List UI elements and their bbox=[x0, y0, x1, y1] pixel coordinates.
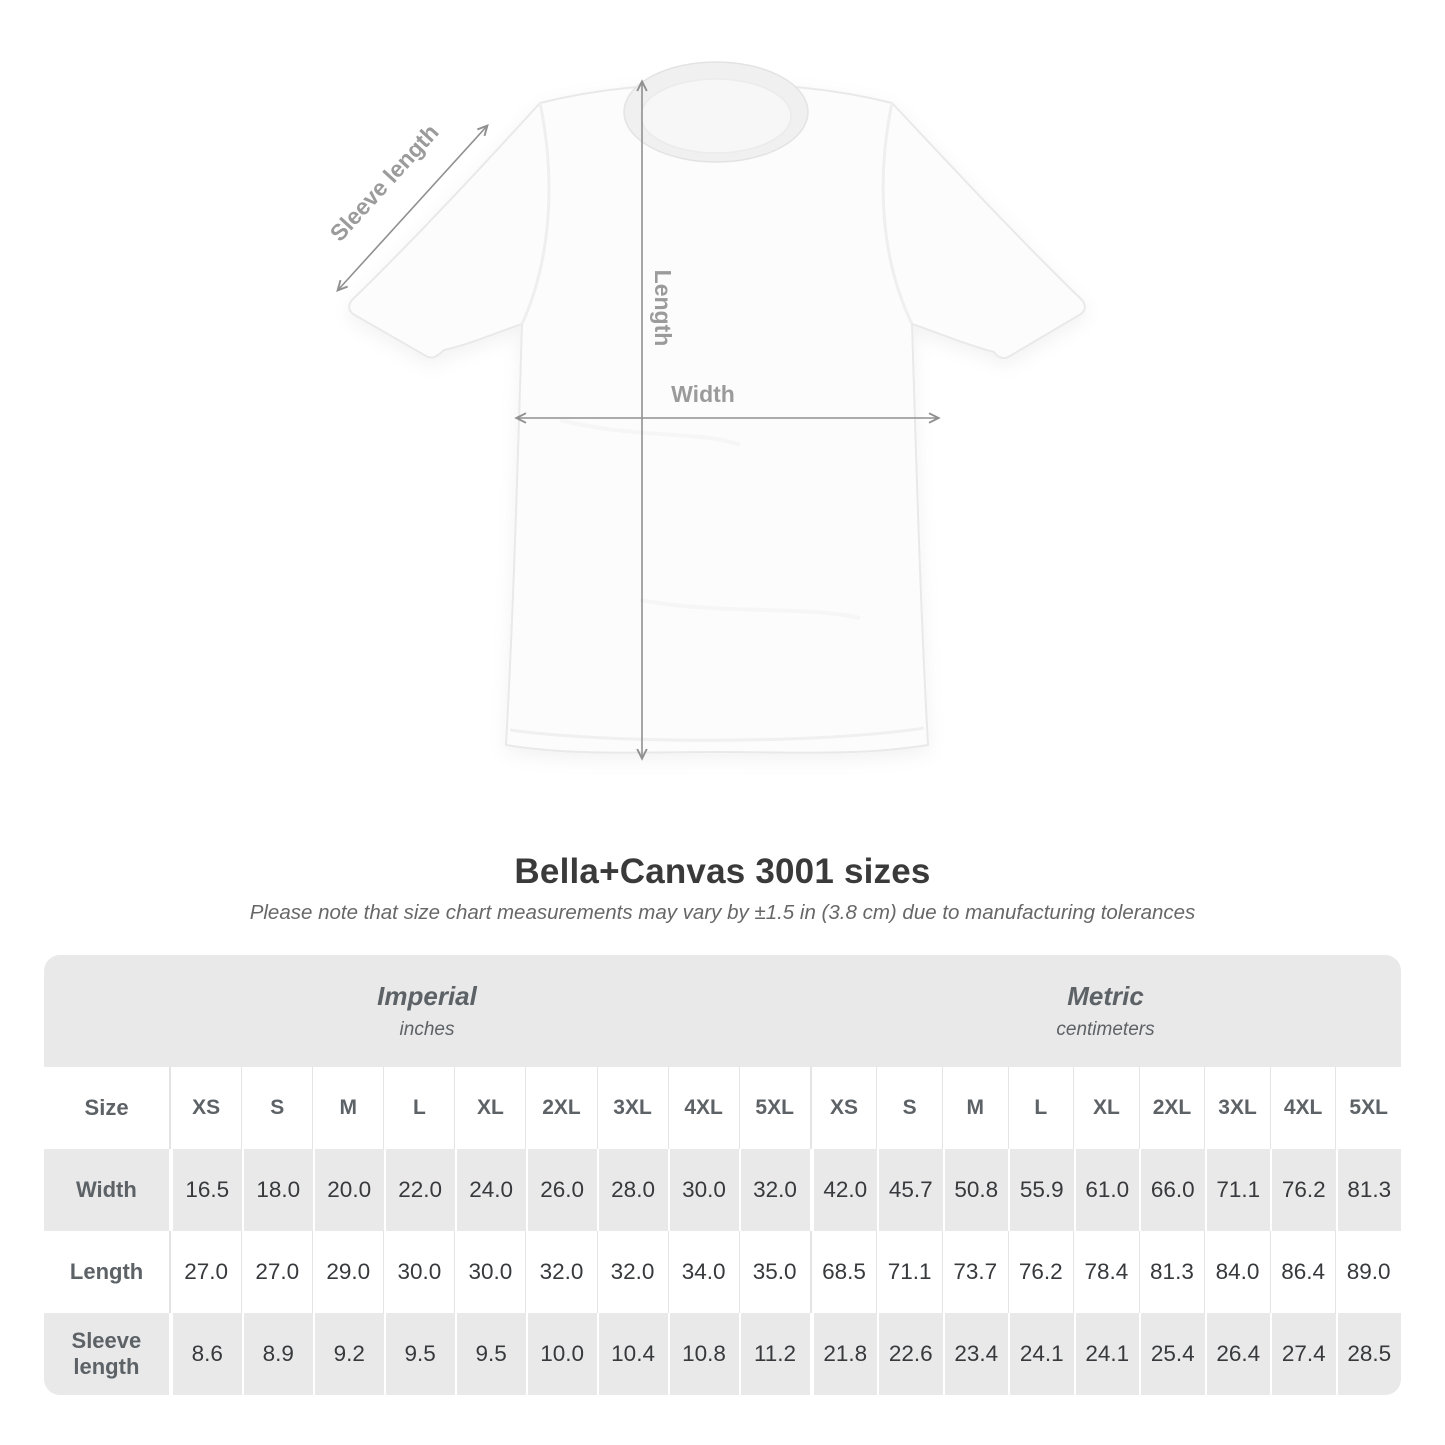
value-cell: 21.8 bbox=[823, 1341, 868, 1366]
size-header-cell: 4XL bbox=[668, 1067, 739, 1149]
value-cell: 71.1 bbox=[1205, 1149, 1271, 1231]
size-header-cell: M bbox=[312, 1067, 383, 1149]
value-cell: 35.0 bbox=[739, 1231, 810, 1313]
imperial-header bbox=[44, 955, 810, 1067]
value-cell: 10.4 bbox=[597, 1313, 668, 1395]
value-cell: 10.8 bbox=[668, 1313, 739, 1395]
value-cell: 26.4 bbox=[1205, 1313, 1271, 1395]
value-cell: 34.0 bbox=[668, 1231, 739, 1313]
value-cell: 55.9 bbox=[1008, 1149, 1074, 1231]
value-cell: 50.8 bbox=[943, 1149, 1009, 1231]
value-cell: 32.0 bbox=[739, 1149, 810, 1231]
metric-title: Metric bbox=[1067, 981, 1144, 1011]
row-label: Sleeve length bbox=[71, 1328, 142, 1379]
size-header-cell: 5XL bbox=[739, 1067, 810, 1149]
sleeve-metric-values bbox=[810, 1313, 1401, 1395]
value-cell: 81.3 bbox=[1336, 1149, 1402, 1231]
width-imperial-values bbox=[169, 1149, 810, 1231]
value-cell: 27.0 bbox=[184, 1259, 229, 1284]
value-cell: 71.1 bbox=[876, 1231, 942, 1313]
value-cell: 26.0 bbox=[526, 1149, 597, 1231]
value-cell: 27.4 bbox=[1270, 1313, 1336, 1395]
size-header-cell: M bbox=[942, 1067, 1008, 1149]
value-cell: 24.1 bbox=[1074, 1313, 1140, 1395]
size-header-cell: 5XL bbox=[1335, 1067, 1401, 1149]
size-header-cell: XL bbox=[454, 1067, 525, 1149]
value-cell: 8.9 bbox=[242, 1313, 313, 1395]
size-header-row bbox=[44, 1067, 1401, 1149]
size-table bbox=[44, 955, 1401, 1395]
size-header-cell: XL bbox=[1073, 1067, 1139, 1149]
value-cell: 73.7 bbox=[942, 1231, 1008, 1313]
width-metric-values bbox=[810, 1149, 1401, 1231]
imperial-unit: inches bbox=[399, 1019, 455, 1040]
size-header-cell: 3XL bbox=[1204, 1067, 1270, 1149]
length-imperial-values bbox=[169, 1231, 810, 1313]
value-cell: 61.0 bbox=[1074, 1149, 1140, 1231]
row-label: Length bbox=[69, 1259, 144, 1284]
size-header-cell: 2XL bbox=[525, 1067, 596, 1149]
value-cell: 78.4 bbox=[1073, 1231, 1139, 1313]
tolerance-note: Please note that size chart measurements may vary by ±1.5 in (3.8 cm) due to manufacturing tolerances bbox=[249, 901, 1196, 924]
size-header-cell: L bbox=[383, 1067, 454, 1149]
value-cell: 20.0 bbox=[313, 1149, 384, 1231]
sleeve-length-label: Sleeve length bbox=[324, 119, 444, 247]
value-cell: 45.7 bbox=[877, 1149, 943, 1231]
value-cell: 28.5 bbox=[1336, 1313, 1402, 1395]
value-cell: 42.0 bbox=[823, 1177, 868, 1202]
size-header-cell: 3XL bbox=[597, 1067, 668, 1149]
value-cell: 76.2 bbox=[1270, 1149, 1336, 1231]
length-label: Length bbox=[650, 269, 676, 347]
value-cell: 11.2 bbox=[739, 1313, 810, 1395]
size-header-cell: L bbox=[1008, 1067, 1074, 1149]
unit-header-band bbox=[44, 955, 1401, 1067]
value-cell: 86.4 bbox=[1270, 1231, 1336, 1313]
sleeve-length-row bbox=[44, 1313, 1401, 1395]
imperial-title: Imperial bbox=[377, 981, 477, 1011]
row-label: Width bbox=[75, 1177, 137, 1202]
value-cell: 8.6 bbox=[191, 1341, 223, 1366]
tshirt-graphic bbox=[349, 62, 1085, 753]
corner-label: Size bbox=[84, 1095, 129, 1120]
value-cell: 29.0 bbox=[312, 1231, 383, 1313]
size-header-cell: 4XL bbox=[1270, 1067, 1336, 1149]
size-header-cell: XS bbox=[192, 1096, 221, 1119]
value-cell: 16.5 bbox=[185, 1177, 230, 1202]
value-cell: 28.0 bbox=[597, 1149, 668, 1231]
size-header-cell: S bbox=[241, 1067, 312, 1149]
width-row bbox=[44, 1149, 1401, 1231]
value-cell: 18.0 bbox=[242, 1149, 313, 1231]
metric-unit: centimeters bbox=[1056, 1019, 1155, 1040]
page-title: Bella+Canvas 3001 sizes bbox=[514, 852, 931, 891]
metric-size-headers bbox=[810, 1067, 1401, 1149]
value-cell: 89.0 bbox=[1335, 1231, 1401, 1313]
value-cell: 30.0 bbox=[383, 1231, 454, 1313]
size-header-cell: 2XL bbox=[1139, 1067, 1205, 1149]
length-metric-values bbox=[810, 1231, 1401, 1313]
imperial-size-headers bbox=[169, 1067, 810, 1149]
length-row bbox=[44, 1231, 1401, 1313]
value-cell: 66.0 bbox=[1139, 1149, 1205, 1231]
size-header-cell: XS bbox=[830, 1096, 859, 1119]
value-cell: 25.4 bbox=[1139, 1313, 1205, 1395]
sleeve-imperial-values bbox=[169, 1313, 810, 1395]
value-cell: 9.5 bbox=[384, 1313, 455, 1395]
value-cell: 32.0 bbox=[597, 1231, 668, 1313]
value-cell: 68.5 bbox=[822, 1259, 866, 1284]
value-cell: 32.0 bbox=[525, 1231, 596, 1313]
metric-header bbox=[810, 955, 1401, 1067]
value-cell: 30.0 bbox=[454, 1231, 525, 1313]
value-cell: 9.5 bbox=[455, 1313, 526, 1395]
value-cell: 10.0 bbox=[526, 1313, 597, 1395]
value-cell: 24.1 bbox=[1008, 1313, 1074, 1395]
value-cell: 30.0 bbox=[668, 1149, 739, 1231]
value-cell: 9.2 bbox=[313, 1313, 384, 1395]
width-label: Width bbox=[671, 381, 735, 407]
value-cell: 22.0 bbox=[384, 1149, 455, 1231]
size-header-cell: S bbox=[876, 1067, 942, 1149]
value-cell: 27.0 bbox=[241, 1231, 312, 1313]
value-cell: 84.0 bbox=[1204, 1231, 1270, 1313]
value-cell: 23.4 bbox=[943, 1313, 1009, 1395]
value-cell: 22.6 bbox=[877, 1313, 943, 1395]
value-cell: 76.2 bbox=[1008, 1231, 1074, 1313]
value-cell: 81.3 bbox=[1139, 1231, 1205, 1313]
value-cell: 24.0 bbox=[455, 1149, 526, 1231]
